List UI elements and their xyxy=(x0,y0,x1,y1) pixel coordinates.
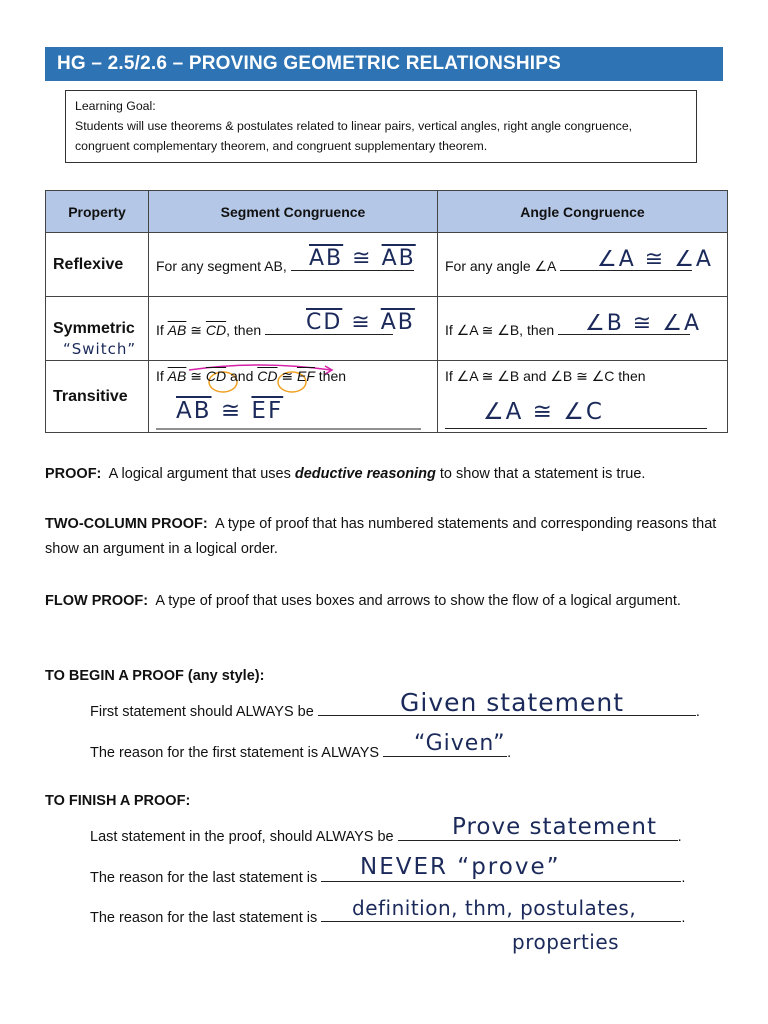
finish-question-2: The reason for the last statement is xyxy=(90,870,318,886)
begin-question-1: First statement should ALWAYS be xyxy=(90,704,314,720)
proof-text-pre: A logical argument that uses xyxy=(108,466,291,482)
property-symmetric-cell xyxy=(46,297,149,361)
table-row-symmetric xyxy=(46,297,728,361)
header-property: Property xyxy=(46,191,149,233)
header-segment: Segment Congruence xyxy=(149,191,438,233)
segment-cd: $\overline{CD}$ xyxy=(205,321,227,338)
symmetric-angle-text: If ∠A ≅ ∠B, then xyxy=(445,321,555,338)
properties-table xyxy=(45,190,728,433)
congruent-symbol: ≅ xyxy=(281,367,294,384)
symmetric-angle-answer: ∠B ≅ ∠A xyxy=(585,310,702,336)
period: . xyxy=(677,829,682,845)
transitive-segment-cell xyxy=(149,361,438,433)
text-if: If xyxy=(156,367,164,384)
transitive-angle-cell xyxy=(438,361,728,433)
hand-segment-a: $\overline{AB}$ xyxy=(176,397,212,424)
hand-congruent: ≅ xyxy=(352,245,373,271)
hand-congruent: ≅ xyxy=(220,397,243,424)
learning-goal-heading: Learning Goal: xyxy=(75,99,156,113)
proof-definition xyxy=(45,462,725,487)
begin-answer-1: Given statement xyxy=(400,688,624,717)
property-transitive: Transitive xyxy=(46,361,149,433)
property-reflexive: Reflexive xyxy=(46,233,149,297)
page-title: HG – 2.5/2.6 – PROVING GEOMETRIC RELATIONSHIPS xyxy=(45,47,723,81)
symmetric-segment-answer xyxy=(306,310,415,335)
text-and: and xyxy=(230,367,254,384)
learning-goal-text-2: congruent complementary theorem, and congruent supplementary theorem. xyxy=(75,139,488,153)
text-then: then xyxy=(318,367,347,384)
table-row-transitive xyxy=(46,361,728,433)
reflexive-segment-cell xyxy=(149,233,438,297)
transitive-angle-text: If ∠A ≅ ∠B and ∠B ≅ ∠C then xyxy=(445,367,646,384)
reflexive-angle-cell xyxy=(438,233,728,297)
hand-segment-a: $\overline{AB}$ xyxy=(309,245,344,271)
begin-answer-2: “Given” xyxy=(414,731,506,756)
congruent-symbol: ≅ xyxy=(190,321,202,338)
period: . xyxy=(695,704,700,720)
hand-congruent: ≅ xyxy=(351,309,372,335)
reflexive-segment-prefix: For any segment AB, xyxy=(156,257,287,274)
learning-goal-text-1: Students will use theorems & postulates related to linear pairs, vertical angles, right angle congruence, xyxy=(75,119,633,133)
reflexive-angle-prefix: For any angle ∠A xyxy=(445,257,556,274)
segment-cd-2: $\overline{CD}$ xyxy=(257,367,278,384)
transitive-angle-answer: ∠A ≅ ∠C xyxy=(483,398,604,425)
symmetric-segment-cell xyxy=(149,297,438,361)
finish-answer-3b: properties xyxy=(512,930,620,954)
segment-ab: $\overline{AB}$ xyxy=(167,367,187,384)
hand-segment-b: $\overline{EF}$ xyxy=(251,397,284,424)
flow-definition xyxy=(45,589,725,614)
text-if: If xyxy=(156,321,164,338)
property-symmetric: Symmetric xyxy=(53,319,135,337)
flow-label: FLOW PROOF: xyxy=(45,593,149,609)
segment-cd: $\overline{CD}$ xyxy=(205,367,227,384)
learning-goal-box xyxy=(65,90,697,163)
finish-heading: TO FINISH A PROOF: xyxy=(45,793,191,809)
period: . xyxy=(507,745,512,761)
finish-answer-3: definition, thm, postulates, xyxy=(352,896,637,920)
segment-ef: $\overline{EF}$ xyxy=(297,367,315,384)
finish-question-1: Last statement in the proof, should ALWAYS be xyxy=(90,829,394,845)
header-angle: Angle Congruence xyxy=(438,191,728,233)
period: . xyxy=(681,910,686,926)
symmetric-note: “Switch” xyxy=(63,339,137,358)
begin-question-2: The reason for the first statement is ALWAYS xyxy=(90,745,380,761)
finish-answer-2: NEVER “prove” xyxy=(360,854,561,880)
period: . xyxy=(681,870,686,886)
congruent-symbol: ≅ xyxy=(190,367,202,384)
table-row-reflexive xyxy=(46,233,728,297)
proof-emphasis: deductive reasoning xyxy=(294,466,436,482)
two-column-definition xyxy=(45,512,725,562)
proof-label: PROOF: xyxy=(45,466,102,482)
begin-heading: TO BEGIN A PROOF (any style): xyxy=(45,668,265,684)
two-column-text: A type of proof that has numbered statements and corresponding reasons that show an argument in a logical order. xyxy=(45,516,717,557)
segment-ab: $\overline{AB}$ xyxy=(167,321,187,338)
finish-question-3: The reason for the last statement is xyxy=(90,910,318,926)
proof-text-post: to show that a statement is true. xyxy=(439,466,646,482)
flow-text: A type of proof that uses boxes and arrows to show the flow of a logical argument. xyxy=(155,593,681,609)
text-then: , then xyxy=(226,321,262,338)
two-column-label: TWO-COLUMN PROOF: xyxy=(45,516,208,532)
hand-segment-b: $\overline{AB}$ xyxy=(380,309,415,335)
symmetric-angle-cell xyxy=(438,297,728,361)
reflexive-angle-answer: ∠A ≅ ∠A xyxy=(597,246,713,272)
transitive-segment-answer xyxy=(176,398,283,424)
finish-answer-1: Prove statement xyxy=(452,814,657,840)
reflexive-segment-answer xyxy=(309,246,416,271)
hand-segment-b: $\overline{AB}$ xyxy=(381,245,416,271)
table-header-row xyxy=(46,191,728,233)
hand-segment-a: $\overline{CD}$ xyxy=(306,309,343,335)
